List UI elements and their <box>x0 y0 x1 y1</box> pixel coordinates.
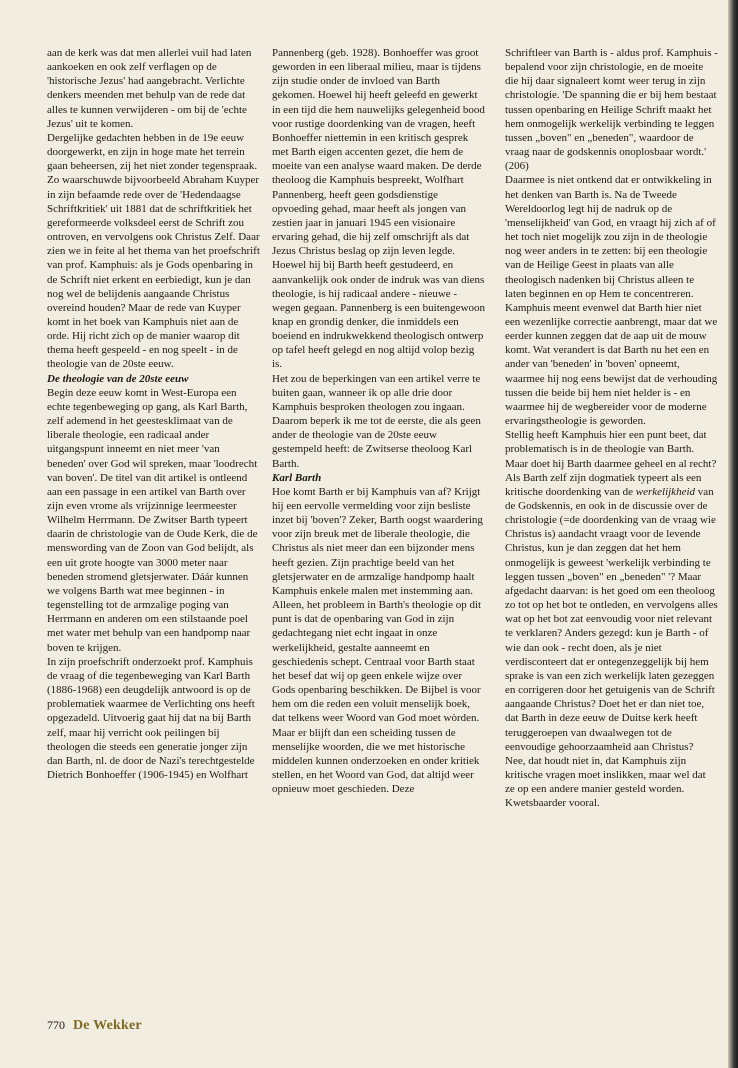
text-run: van de Godskennis, en ook in de discussie over de christologie (=de doordenking van de vraag wie Christus is) aandacht vraagt voor de levende Christus, kun je dan zeggen dat het hem onmogelijk is geweest 'werkelijk verbinding te leggen tussen „boven" en „beneden" '? Maar afgedacht daarvan: is het goed om een theoloog zo tot op het bot te ontleden, en vervolgens alles wat op het bot zat eenvoudig voor niet relevant te verklaren? Anders gezegd: kun je Barth - of wie dan ook - recht doen, als je niet verdisconteert dat er ontegenzeggelijk bij hem sprake is van een zich werkelijk laten gezeggen en corrigeren door het getuigenis van de Schrift aangaande Christus? Doet het er dan niet toe, dat Barth in deze eeuw de Duitse kerk heeft teruggeroepen van dwaalwegen tot de eenvoudige gehoorzaamheid aan Christus? <box>505 485 718 753</box>
paragraph: Hoe komt Barth er bij Kamphuis van af? Krijgt hij een eervolle vermelding voor zijn besliste inzet bij 'boven'? Zeker, Barth oogst waardering voor zijn breuk met de liberale theologie, die Christus als niet meer dan een bijzonder mens heeft gezien. Zijn prachtige beeld van het gletsjerwater en de armzalige handpomp haalt Kamphuis enkele malen met instemming aan. Alleen, het probleem in Barth's theologie op dit punt is dat de openbaring van God in zijn gedachtegang niet echt ingaat in onze werkelijkheid, gestalte aanneemt en geschiedenis schept. Centraal voor Barth staat het besef dat wij op geen enkele wijze over Gods openbaring beschikken. De Bijbel is voor hem om die reden een voluit menselijk boek, dat telkens weer Woord van God moet wòrden. Maar er blijft dan een scheiding tussen de menselijke woorden, die we met historische middelen kunnen onderzoeken en onder kritiek stellen, en het Woord van God, dat altijd weer opnieuw moet geschieden. Deze <box>272 485 483 796</box>
paragraph: Schriftleer van Barth is - aldus prof. Kamphuis - bepalend voor zijn christologie, en de moeite die hij daar signaleert komt weer terug in zijn christologie. 'De spanning die er bij hem bestaat tussen openbaring en Heilige Schrift maakt het hem onmogelijk werkelijk verbinding te leggen tussen „boven" en „beneden", waardoor de vraag naar de godskennis onoplosbaar wordt.' (206) <box>505 47 718 173</box>
text-run: Stellig heeft Kamphuis hier een punt beet, dat problematisch is in de theologie van Barth. Maar doet hij Barth daarmee geheel en al recht? Als Barth zelf zijn dogmatiek typeert als een kritische doordenking van de <box>505 429 717 498</box>
page-number: 770 <box>47 1018 65 1032</box>
section-heading: Karl Barth <box>272 471 322 484</box>
paragraph: Nee, dat houdt niet in, dat Kamphuis zijn kritische vragen moet inslikken, maar wel dat ze op een andere manier gesteld worden. Kwetsbaarder vooral. <box>505 754 706 810</box>
text-column-3 <box>505 46 718 810</box>
paragraph: Daarmee is niet ontkend dat er ontwikkeling in het denken van Barth is. Na de Tweede Wereldoorlog legt hij de nadruk op de 'menselijkheid' van God, en vraagt hij zich af of het toch niet mogelijk zou zijn in de theologie nog weer anders in te zetten: bij een theologie van de Heilige Geest in plaats van alle theologisch nadenken bij Christus alleen te laten beginnen en op Hem te concentreren. Kamphuis meent evenwel dat Barth hier niet een wezenlijke correctie aanbrengt, maar dat we eerder kunnen zeggen dat de aap uit de mouw komt. Wat verandert is dat Barth nu het een en ander van 'beneden' in 'boven' opneemt, waarmee hij nog eens bewijst dat de verhouding tussen die beide bij hem niet helder is - en waarmee hij de wegbereider voor de moderne ervaringstheologie is geworden. <box>505 174 718 428</box>
text-column-2 <box>272 46 485 796</box>
paragraph <box>505 428 718 754</box>
emphasis-run: werkelijkheid <box>635 485 696 498</box>
paragraph: In zijn proefschrift onderzoekt prof. Kamphuis de vraag of die tegenbeweging van Karl Barth (1886-1968) een deugdelijk antwoord is op de problematiek waarmee de Verlichting ons heeft opgezadeld. Uitvoerig gaat hij dat na bij Barth zelf, maar hij verricht ook peilingen bij theologen die steeds een generatie jonger zijn dan Barth, nl. de door de Nazi's terechtgestelde Dietrich Bonhoeffer (1906-1945) en Wolfhart <box>47 655 255 781</box>
book-spine-edge <box>728 0 738 1068</box>
page-footer <box>47 1018 142 1034</box>
paragraph: Dergelijke gedachten hebben in de 19e eeuw doorgewerkt, en zijn in hoge mate het terrein gaan beheersen, zij het niet zonder tegenspraak. Zo waarschuwde bijvoorbeeld Abraham Kuyper in zijn befaamde rede over de 'Hedendaagse Schriftkritiek' uit 1881 dat de schriftkritiek het gereformeerde volksdeel eerst de Schrift zou ontroven, en vervolgens ook Christus Zelf. Daar zien we in feite al het thema van het proefschrift van prof. Kamphuis: als je Gods openbaring in de Schrift niet erkent en eerbiedigt, kun je dan nog wel de belijdenis aangaande Christus overeind houden? Maar de rede van Kuyper komt in het boek van Kamphuis niet aan de orde. Hij richt zich op de manier waarop dit thema heeft gespeeld - en nog speelt - in de theologie van de 20ste eeuw. <box>47 131 260 371</box>
paragraph: Pannenberg (geb. 1928). Bonhoeffer was groot geworden in een liberaal milieu, maar is tijdens zijn studie onder de invloed van Barth gekomen. Hoewel hij heeft geleefd en gewerkt in een tijd die hem nauwelijks gelegenheid bood voor rustige doordenking van de vragen, heeft Bonhoeffer niettemin in een kritisch gesprek met Barth eigen accenten gezet, die hem de moeite van een analyse waard maken. De derde theoloog die Kamphuis bespreekt, Wolfhart Pannenberg, heeft geen godsdienstige opvoeding gehad, maar heeft als jongen van zestien jaar in januari 1945 een visionaire ervaring gehad, die hij zelf omschrijft als dat Jezus Christus beslag op zijn leven legde. Hoewel hij bij Barth heeft gestudeerd, en aanvankelijk ook onder de indruk was van diens theologie, is hij radicaal andere - nieuwe - wegen gegaan. Pannenberg is een buitengewoon knap en grondig denker, die inmiddels een boeiend en indrukwekkend theologisch ontwerp op tafel heeft gelegd en nog altijd volop bezig is. <box>272 47 486 371</box>
magazine-name: De Wekker <box>73 1018 142 1033</box>
section-heading: De theologie van de 20ste eeuw <box>47 372 189 385</box>
paragraph: Begin deze eeuw komt in West-Europa een echte tegenbeweging op gang, als Karl Barth, zelf ademend in het geestesklimaat van de liberale theologie, een radicaal ander uitgangspunt inneemt en niet meer 'van beneden' over God wil spreken, maar 'loodrecht van boven'. De titel van dit artikel is ontleend aan een passage in een artikel van Barth over zijn even vrome als vrijzinnige leermeester Wilhelm Herrmann. De Zwitser Barth typeert daarin de christologie van de Oude Kerk, die de menswording van de Zoon van God belijdt, als een uit grote hoogte van 3000 meter naar beneden stromend gletsjerwater. Dáár kunnen we volgens Barth wat mee beginnen - in tegenstelling tot de armzalige poging van Herrmann en anderen om een stilstaande poel met water met behulp van een handpomp naar boven te krijgen. <box>47 386 258 654</box>
text-column-1 <box>47 46 260 782</box>
paragraph: aan de kerk was dat men allerlei vuil had laten aankoeken en ook zelf verflagen op de 'historische Jezus' had aangebracht. Verlichte denkers meenden met behulp van de rede dat alles te kunnen verwijderen - om bij de 'echte Jezus' uit te komen. <box>47 47 252 130</box>
paragraph: Het zou de beperkingen van een artikel verre te buiten gaan, wanneer ik op alle drie door Kamphuis besproken theologen zou ingaan. Daarom beperk ik me tot de eerste, die als geen ander de theologie van de 20ste eeuw gestempeld heeft: de Zwitserse theoloog Karl Barth. <box>272 372 481 470</box>
